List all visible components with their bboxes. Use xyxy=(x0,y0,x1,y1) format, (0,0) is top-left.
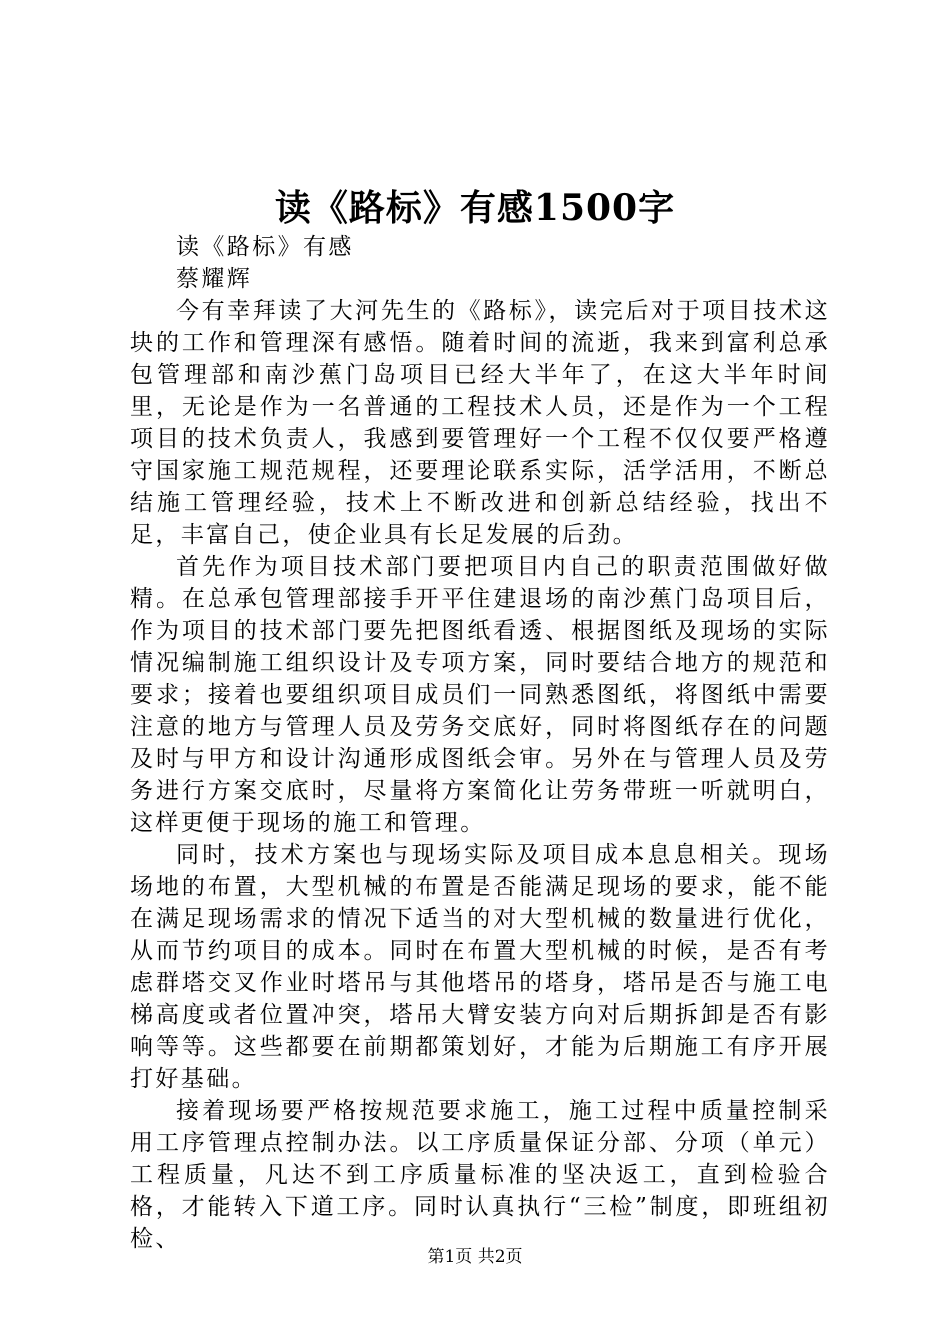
paragraph-2: 首先作为项目技术部门要把项目内自己的职责范围做好做精。在总承包管理部接手开平住建退场的南沙蕉门岛项目后，作为项目的技术部门要先把图纸看透、根据图纸及现场的实际情况编制施工组织设计及专项方案，同时要结合地方的规范和要求；接着也要组织项目成员们一同熟悉图纸，将图纸中需要注意的地方与管理人员及劳务交底好，同时将图纸存在的问题及时与甲方和设计沟通形成图纸会审。另外在与管理人员及劳务进行方案交底时，尽量将方案简化让劳务带班一听就明白，这样更便于现场的施工和管理。 xyxy=(130,554,830,836)
paragraph-4: 接着现场要严格按规范要求施工，施工过程中质量控制采用工序管理点控制办法。以工序质量保证分部、分项（单元）工程质量，凡达不到工序质量标准的坚决返工，直到检验合格，才能转入下道工序。同时认真执行“三检”制度，即班组初检、 xyxy=(130,1098,830,1252)
document-body xyxy=(130,231,830,1255)
paragraph-3: 同时，技术方案也与现场实际及项目成本息息相关。现场场地的布置，大型机械的布置是否能满足现场的要求，能不能在满足现场需求的情况下适当的对大型机械的数量进行优化，从而节约项目的成本。同时在布置大型机械的时候，是否有考虑群塔交叉作业时塔吊与其他塔吊的塔身，塔吊是否与施工电梯高度或者位置冲突，塔吊大臂安装方向对后期拆卸是否有影响等等。这些都要在前期都策划好，才能为后期施工有序开展打好基础。 xyxy=(130,842,830,1092)
subtitle-line: 读《路标》有感 xyxy=(176,234,354,260)
paragraph-1: 今有幸拜读了大河先生的《路标》，读完后对于项目技术这块的工作和管理深有感悟。随着时间的流逝，我来到富利总承包管理部和南沙蕉门岛项目已经大半年了，在这大半年时间里，无论是作为一名普通的工程技术人员，还是作为一个工程项目的技术负责人，我感到要管理好一个工程不仅仅要严格遵守国家施工规范规程，还要理论联系实际，活学活用，不断总结施工管理经验，技术上不断改进和创新总结经验，找出不足，丰富自己，使企业具有长足发展的后劲。 xyxy=(130,298,830,548)
author-line: 蔡耀辉 xyxy=(176,266,253,292)
page-footer: 第1页 共2页 xyxy=(427,1247,523,1267)
document-title: 读《路标》有感1500字 xyxy=(274,187,676,229)
